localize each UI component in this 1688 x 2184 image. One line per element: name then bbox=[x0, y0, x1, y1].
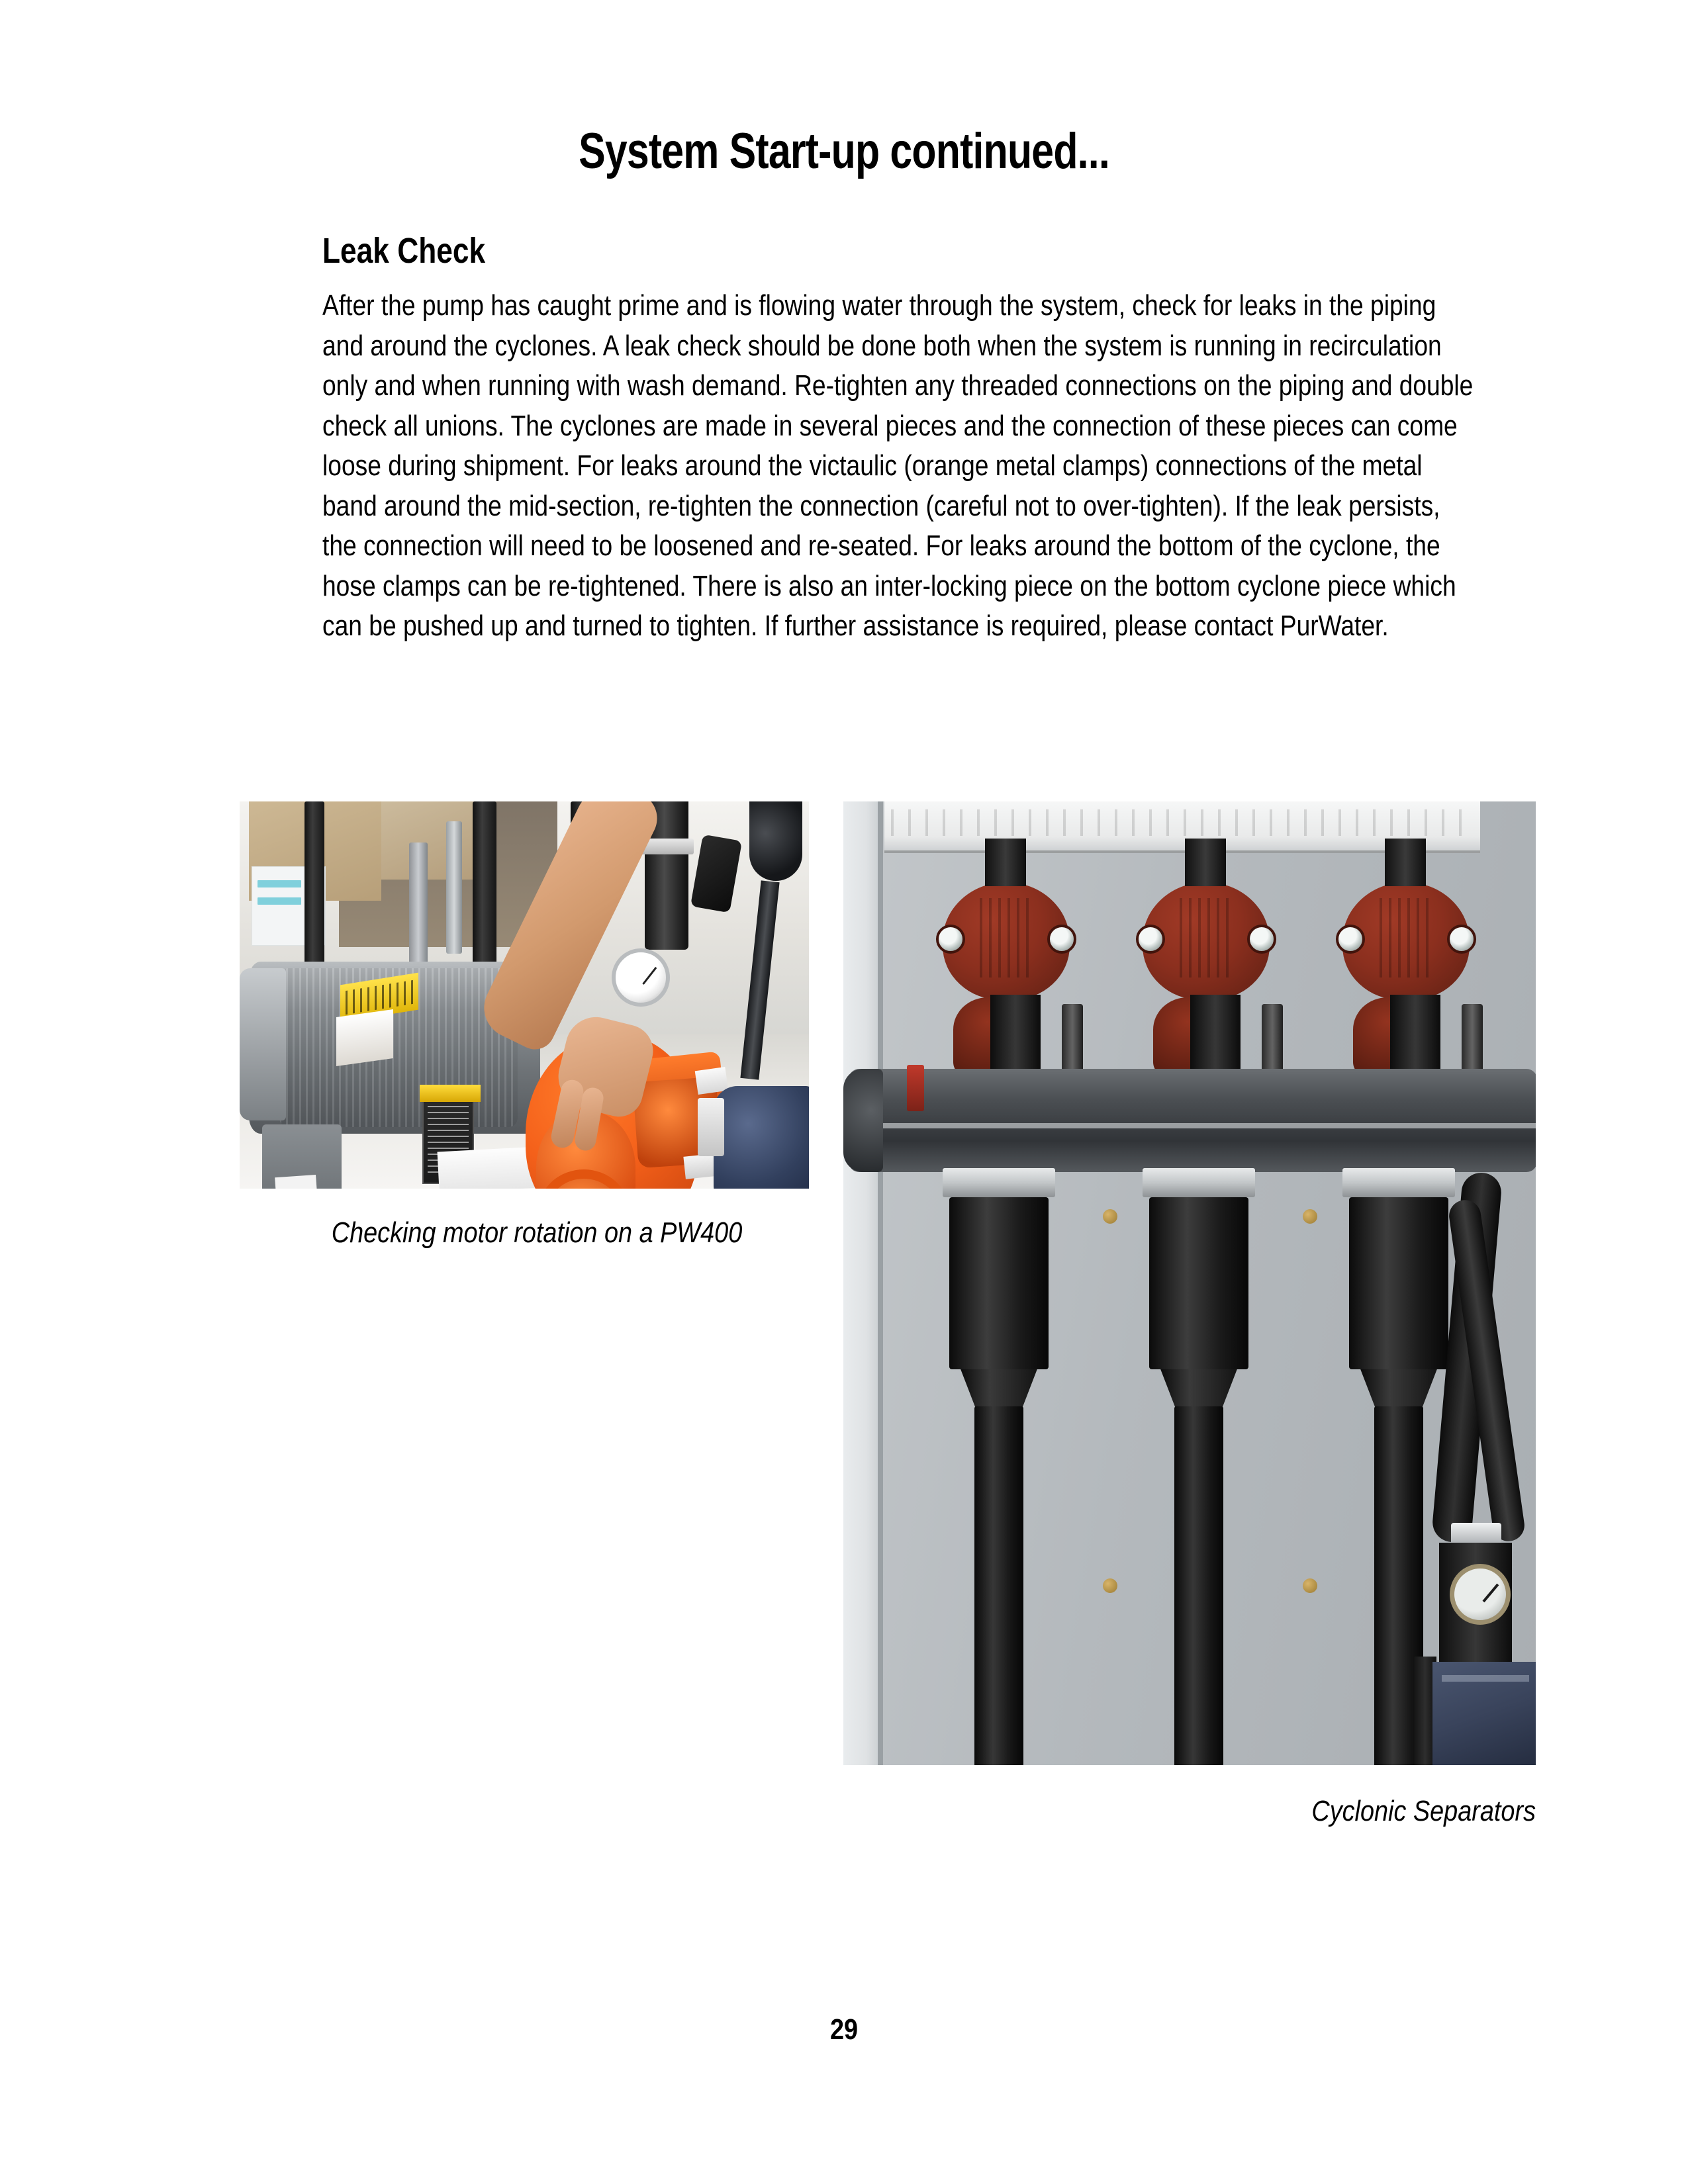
victaulic-bolt-left-3 bbox=[1336, 925, 1365, 954]
pressure-gauge-icon bbox=[612, 948, 670, 1007]
cyclone-upper-body-1 bbox=[949, 1197, 1049, 1369]
small-valve-1 bbox=[1062, 1004, 1083, 1077]
small-valve-3 bbox=[1462, 1004, 1483, 1077]
figure-pump-photo bbox=[240, 801, 809, 1189]
pressure-gauge-icon bbox=[1450, 1564, 1511, 1625]
cyclone-tube-2 bbox=[1143, 1168, 1255, 1765]
manifold-highlight bbox=[849, 1123, 1536, 1128]
victaulic-bolt-right-3 bbox=[1447, 925, 1476, 954]
pipe-elbow bbox=[749, 801, 802, 881]
cyclone-collar-2 bbox=[1143, 1168, 1255, 1197]
section-body-paragraph: After the pump has caught prime and is flowing water through the system, check for leaks in the piping and around the cyclones. A leak check should be done both when the system is running in recirculation only and when running with wash demand. Re-tighten any threaded connections on the piping and double check all unions. The cyclones are made in several pieces and the connection of these pieces can come loose during shipment. For leaks around the victaulic (orange metal clamps) connections of the metal band around the mid-section, re-tighten the connection (careful not to over-tighten). If the leak persists, the connection will need to be loosened and re-seated. For leaks around the bottom of the cyclone, the hose clamps can be re-tightened. There is also an inter-locking piece on the bottom cyclone piece which can be pushed up and turned to tighten. If further assistance is required, please contact PurWater. bbox=[322, 289, 1474, 642]
victaulic-bolt-right-1 bbox=[1047, 925, 1076, 954]
small-valve-2 bbox=[1262, 1004, 1283, 1077]
cyclones-photo-illustration bbox=[843, 801, 1536, 1765]
victaulic-bolt-left-2 bbox=[1136, 925, 1165, 954]
valve-stub-3 bbox=[1385, 839, 1426, 886]
victaulic-bolt-left-1 bbox=[936, 925, 965, 954]
wall-fastener-4 bbox=[1303, 1578, 1317, 1593]
motor-warning-decal bbox=[275, 1175, 320, 1189]
cyclone-collar-1 bbox=[943, 1168, 1055, 1197]
figure-cyclones-photo bbox=[843, 801, 1536, 1765]
figure-caption-pump: Checking motor rotation on a PW400 bbox=[331, 1216, 743, 1249]
victaulic-bolt-right-2 bbox=[1247, 925, 1276, 954]
cyclones-panel-edge bbox=[878, 801, 883, 1765]
hose-clamp bbox=[1451, 1523, 1501, 1545]
placard-line-2 bbox=[258, 897, 301, 905]
cyclone-taper-1 bbox=[961, 1369, 1037, 1409]
victaulic-ribs-1 bbox=[980, 898, 1035, 978]
motor-white-label bbox=[336, 1009, 393, 1066]
blue-valve-collar bbox=[698, 1098, 724, 1156]
background-pipe-2 bbox=[473, 801, 496, 975]
wall-fastener-1 bbox=[1103, 1209, 1117, 1224]
page-number: 29 bbox=[829, 2013, 859, 2046]
cyclone-tube-1 bbox=[943, 1168, 1055, 1765]
blue-valve bbox=[714, 1086, 809, 1189]
figure-caption-cyclones: Cyclonic Separators bbox=[1311, 1795, 1536, 1827]
cyclone-inlet-neck-3 bbox=[1390, 995, 1440, 1078]
manifold-red-tag bbox=[907, 1065, 924, 1111]
cyclone-collar-3 bbox=[1342, 1168, 1455, 1197]
cyclones-left-panel bbox=[843, 801, 882, 1765]
motor-end-bell bbox=[240, 968, 286, 1120]
valve-stub-1 bbox=[985, 839, 1026, 886]
victaulic-clamp-3 bbox=[1342, 882, 1470, 1000]
cyclone-inlet-neck-2 bbox=[1190, 995, 1241, 1078]
placard-line-1 bbox=[258, 880, 301, 887]
cyclone-upper-body-2 bbox=[1149, 1197, 1248, 1369]
wall-fastener-3 bbox=[1103, 1578, 1117, 1593]
cyclone-upper-body-3 bbox=[1349, 1197, 1448, 1369]
cyclone-taper-2 bbox=[1160, 1369, 1237, 1409]
victaulic-clamp-2 bbox=[1143, 882, 1270, 1000]
background-pipe-5 bbox=[446, 821, 462, 954]
manifold-pipe bbox=[849, 1069, 1536, 1172]
section-heading-leak-check: Leak Check bbox=[322, 231, 486, 271]
victaulic-ribs-2 bbox=[1180, 898, 1235, 978]
cyclone-inlet-neck-1 bbox=[990, 995, 1041, 1078]
manifold-end-cap bbox=[843, 1069, 883, 1172]
cyclone-taper-3 bbox=[1360, 1369, 1437, 1409]
victaulic-clamp-1 bbox=[943, 882, 1070, 1000]
cyclone-lower-body-1 bbox=[974, 1406, 1024, 1765]
page-title: System Start-up continued... bbox=[579, 123, 1109, 179]
victaulic-ribs-3 bbox=[1380, 898, 1435, 978]
blue-equipment-block bbox=[1432, 1662, 1536, 1765]
pump-photo-illustration bbox=[240, 801, 809, 1189]
wall-fastener-2 bbox=[1303, 1209, 1317, 1224]
valve-stub-2 bbox=[1185, 839, 1226, 886]
cyclone-lower-body-2 bbox=[1174, 1406, 1224, 1765]
